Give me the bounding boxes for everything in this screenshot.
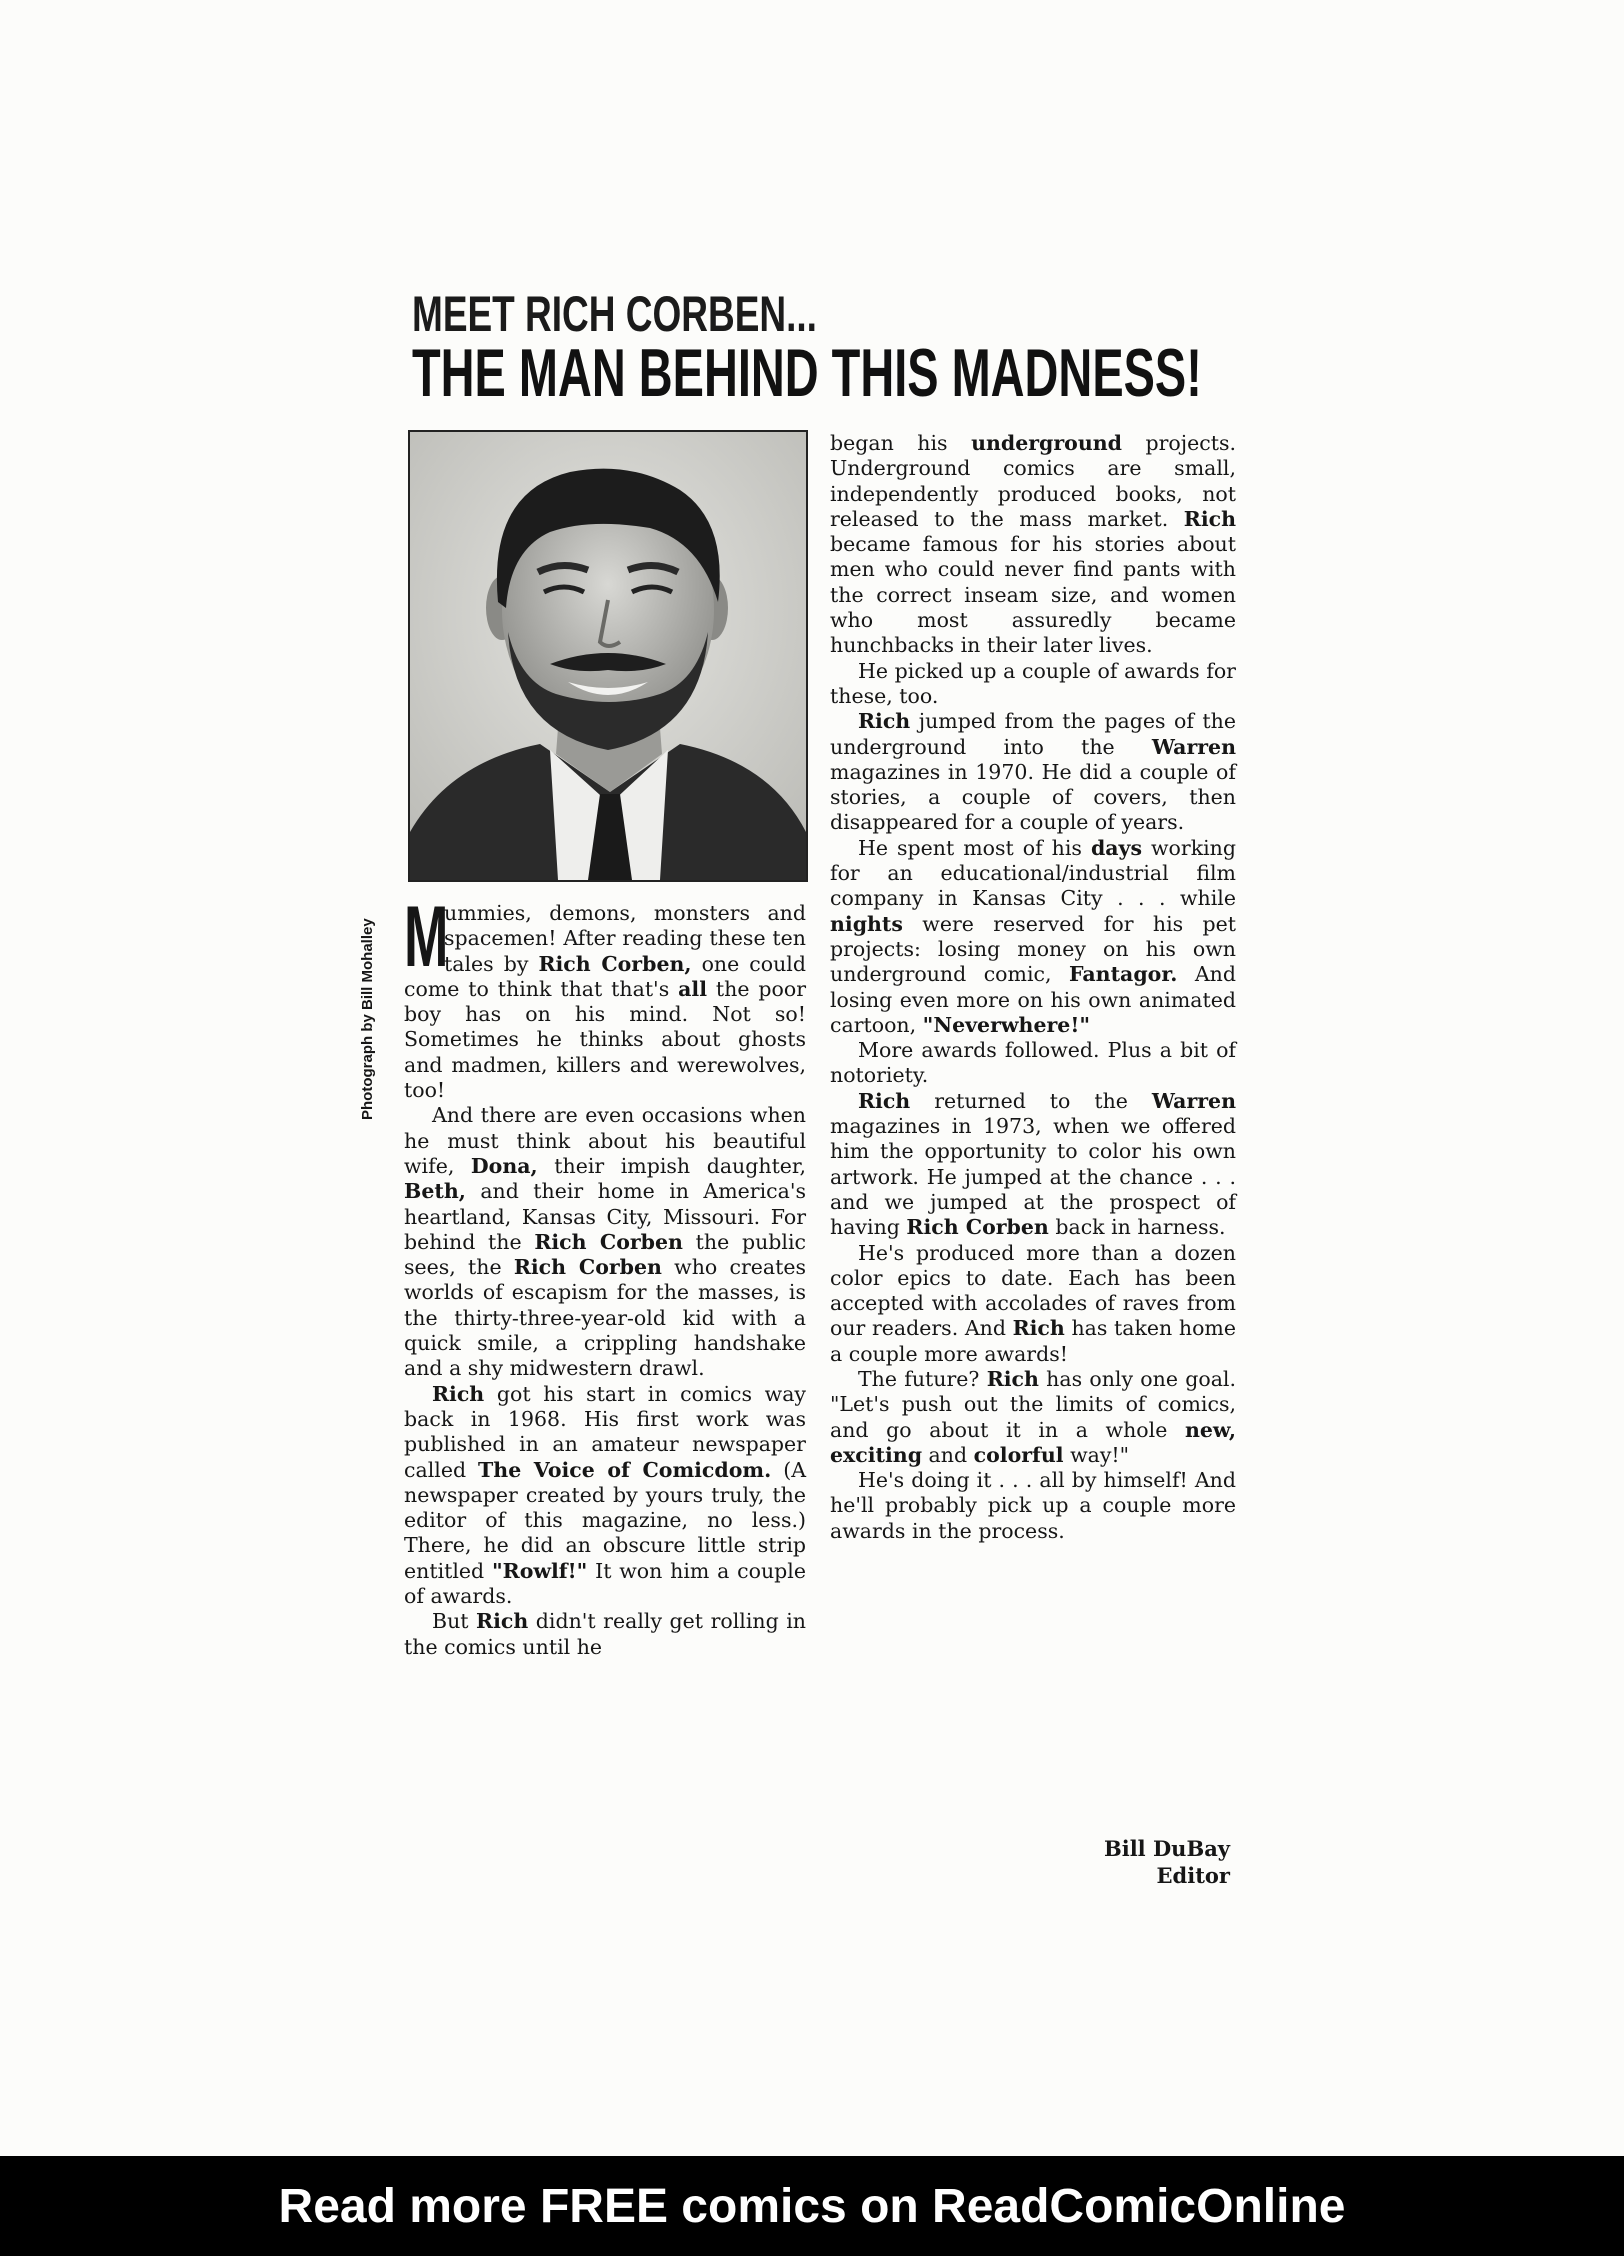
footer-banner[interactable]: [0, 2156, 1624, 2256]
article-paragraph: ummies, demons, monsters and spacemen! After reading these ten tales by Rich Corben, one could come to think that that's all the poor boy has on his mind. Not so! Sometimes he thinks about ghosts and madmen, killers and werewolves, too!: [404, 901, 806, 1103]
photo-credit-text: Photograph by Bill Mohalley: [359, 918, 376, 1120]
article-paragraph: He's doing it . . . all by himself! And he'll probably pick up a couple more awards in the process.: [830, 1468, 1236, 1543]
editor-signature: [1040, 1835, 1230, 1889]
article-paragraph: Rich jumped from the pages of the underground into the Warren magazines in 1970. He did a couple of stories, a couple of covers, then disappeared for a couple of years.: [830, 709, 1236, 835]
drop-cap: M: [404, 889, 449, 985]
article-column-right: [830, 431, 1236, 1544]
signature-title: Editor: [1156, 1863, 1230, 1888]
article-paragraph: But Rich didn't really get rolling in the comics until he: [404, 1609, 806, 1659]
photo-credit: [359, 880, 398, 1120]
article-paragraph: began his underground projects. Underground comics are small, independently produced books, not released to the mass market. Rich became famous for his stories about men who could never find pants with the correct inseam size, and women who most assuredly became hunchbacks in their later lives.: [830, 431, 1236, 658]
article-paragraph: And there are even occasions when he must think about his beautiful wife, Dona, their impish daughter, Beth, and their home in America's heartland, Kansas City, Missouri. For behind the Rich Corben the public sees, the Rich Corben who creates worlds of escapism for the masses, is the thirty-three-year-old kid with a quick smile, a crippling handshake and a shy midwestern drawl.: [404, 1103, 807, 1381]
headline-kicker: MEET RICH CORBEN...: [412, 286, 817, 342]
right-column-paragraphs: [830, 431, 1236, 1544]
article-paragraph: More awards followed. Plus a bit of notoriety.: [830, 1038, 1236, 1088]
portrait-illustration: [410, 432, 806, 880]
signature-name: Bill DuBay: [1103, 1836, 1230, 1861]
article-paragraph: Rich got his start in comics way back in 1968. His first work was published in an amateur newspaper called The Voice of Comicdom. (A newspaper created by yours truly, the editor of this magazine, no less.) There, he did an obscure little strip entitled "Rowlf!" It won him a couple of awards.: [404, 1381, 807, 1609]
article-paragraph: He picked up a couple of awards for these, too.: [830, 658, 1236, 708]
headline: [412, 286, 1242, 411]
left-column-paragraphs: [404, 889, 807, 1660]
headline-main: THE MAN BEHIND THIS MADNESS!: [412, 335, 1202, 411]
footer-banner-text[interactable]: Read more FREE comics on ReadComicOnline: [278, 2179, 1346, 2233]
article-paragraph: He spent most of his days working for an educational/industrial film company in Kansas City . . . while nights were reserved for his pet projects: losing money on his own underground comic, Fantagor. And losing even more on his own animated cartoon, "Neverwhere!": [830, 835, 1236, 1037]
article-column-left: [404, 889, 807, 1660]
article-paragraph: Rich returned to the Warren magazines in 1973, when we offered him the opportunity to color his own artwork. He jumped at the chance . . . and we jumped at the prospect of having Rich Corben back in harness.: [830, 1088, 1236, 1240]
article-paragraph: He's produced more than a dozen color epics to date. Each has been accepted with accolades of raves from our readers. And Rich has taken home a couple more awards!: [830, 1240, 1236, 1366]
article-paragraph: The future? Rich has only one goal. "Let's push out the limits of comics, and go about it in a whole new, exciting and colorful way!": [830, 1366, 1236, 1467]
portrait-photo: [408, 430, 808, 882]
